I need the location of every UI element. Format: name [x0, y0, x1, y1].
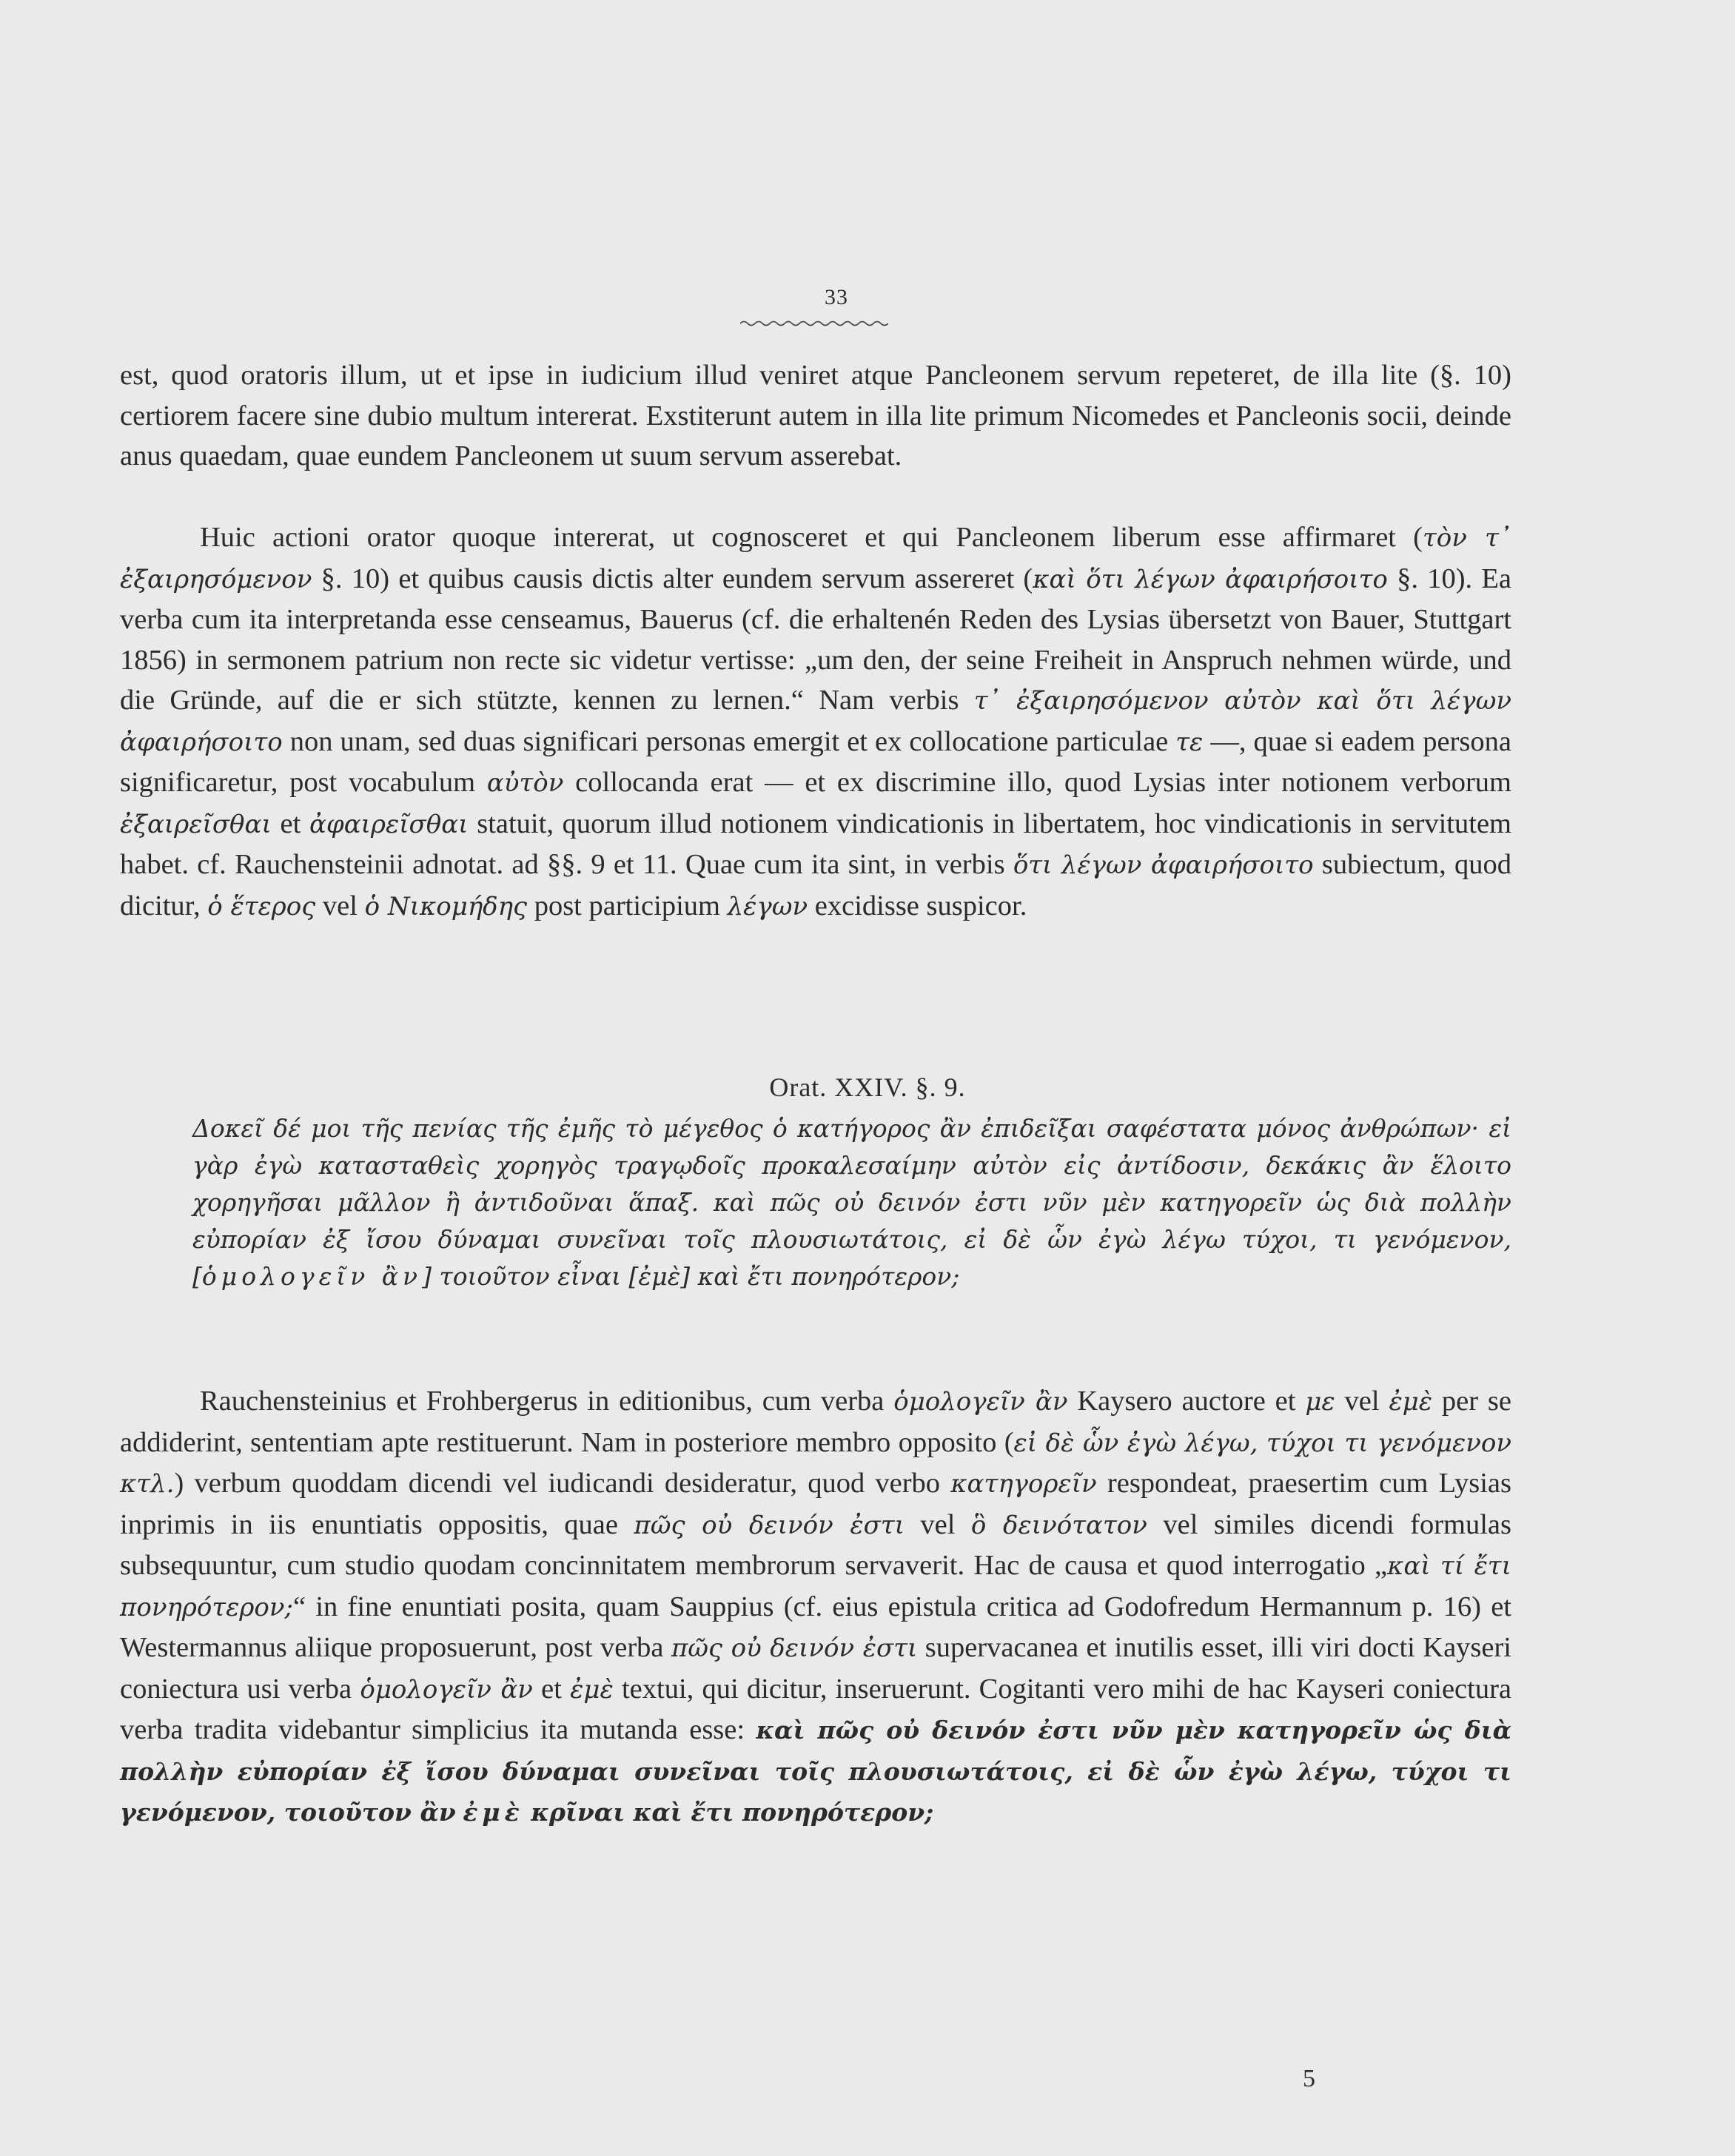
greek-phrase: ἀφαιρεῖσθαι [309, 809, 469, 839]
greek-phrase: εἰ δὲ ὧν ἐγὼ λέγω, τύχοι τι γενόμενον κτλ. [120, 1428, 1511, 1499]
section-heading: Orat. XXIV. §. 9. [769, 1072, 966, 1102]
greek-phrase: ἐμὲ [1389, 1387, 1433, 1417]
greek-phrase: τε [1175, 727, 1204, 757]
greek-phrase: ὁμολογεῖν ἂν [893, 1387, 1068, 1417]
greek-phrase: ὁμολογεῖν ἂν [360, 1674, 533, 1705]
page-number: 33 [825, 285, 848, 309]
greek-quotation: Δοκεῖ δέ μοι τῆς πενίας τῆς ἐμῆς τὸ μέγεθος ὁ κατήγορος ἂν ἐπιδεῖξαι σαφέστατα μόνος ἀνθρώπων· εἰ γὰρ ἐγὼ κατασταθεὶς χορηγὸς τραγῳδοῖς προκαλεσαίμην αὐτὸν εἰς ἀντίδοσιν, δεκάκις ἂν ἕλοιτο χορηγῆσαι μᾶλλον ἢ ἀντιδοῦναι ἅπαξ. καὶ πῶς οὐ δεινόν ἐστι νῦν μὲν κατηγορεῖν ὡς διὰ πολλὴν εὐπορίαν ἐξ ἴσου δύναμαι συνεῖναι τοῖς πλουσιωτάτοις, εἰ δὲ ὧν ἐγὼ λέγω τύχοι, τι γενόμενον, [ὁμολογεῖν ἂν] τοιοῦτον εἶναι [ἐμὲ] καὶ ἔτι πονηρότερον; [192, 1114, 1511, 1291]
greek-emendation: καὶ πῶς οὐ δεινόν ἐστι νῦν μὲν κατηγορεῖν ὡς διὰ πολλὴν εὐπορίαν ἐξ ἴσου δύναμαι συνεῖναι τοῖς πλουσιωτάτοις, εἰ δὲ ὧν ἐγὼ λέγω, τύχοι τι γενόμενον, τοιοῦτον ἂν [120, 1716, 1511, 1827]
greek-phrase: ὅτι λέγων ἀφαιρήσοιτο [1013, 850, 1314, 880]
greek-phrase: αὐτὸν [486, 768, 564, 798]
greek-phrase: ἐμὲ [570, 1674, 614, 1705]
greek-phrase: λέγων [727, 891, 808, 921]
paragraph-2 [120, 517, 1511, 927]
greek-phrase: ὁ ἕτερος [207, 891, 316, 921]
greek-emendation-end: κρῖναι καὶ ἔτι πονηρότερον; [531, 1798, 934, 1827]
paragraph-1-text: est, quod oratoris illum, ut et ipse in iudicium illud veniret atque Pancleonem servum repeteret, de illa lite (§. 10) certiorem facere sine dubio multum intererat. Exstiterunt autem in illa lite primum Nicomedes et Pancleonis socii, deinde anus quaedam, quae eundem Pancleonem ut suum servum asserebat. [120, 360, 1511, 471]
sheet-signature-number: 5 [1303, 2065, 1315, 2092]
paragraph-1 [120, 355, 1511, 477]
greek-phrase: πῶς οὐ δεινόν ἐστι [671, 1633, 918, 1663]
greek-phrase: πῶς οὐ δεινόν ἐστι [634, 1510, 905, 1540]
greek-phrase: καὶ ὅτι λέγων ἀφαιρήσοιτο [1033, 564, 1388, 594]
greek-phrase: καὶ τί ἔτι πονηρότερον; [120, 1551, 1512, 1622]
greek-phrase: ὃ δεινότατον [970, 1510, 1147, 1540]
greek-phrase: τὸν τ᾽ ἐξαιρησόμενον [120, 523, 1511, 594]
paragraph-2-text: Huic actioni orator quoque intererat, ut cognosceret et qui Pancleonem liberum esse affirmaret (τὸν τ᾽ ἐξαιρησόμενον §. 10) et quibus causis dictis alter eundem servum assereret (καὶ ὅτι λέγων ἀφαιρήσοιτο §. 10). Ea verba cum ita interpretanda esse censeamus, Bauerus (cf. die erhaltenén Reden des Lysias übersetzt von Bauer, Stuttgart 1856) in sermonem patrium non recte sic videtur vertisse: „um den, der seine Freiheit in Anspruch nehmen würde, und die Gründe, auf die er sich stützte, kennen zu lernen.“ Nam verbis τ᾽ ἐξαιρησόμενον αὐτὸν καὶ ὅτι λέγων ἀφαιρήσοιτο non unam, sed duas significari personas emergit et ex collocatione particulae τε —, quae si eadem persona significaretur, post vocabulum αὐτὸν collocanda erat — et ex discrimine illo, quod Lysias inter notionem verborum ἐξαιρεῖσθαι et ἀφαιρεῖσθαι statuit, quorum illud notionem vindicationis in libertatem, hoc vindicationis in servitutem habet. cf. Rauchensteinii adnotat. ad §§. 9 et 11. Quae cum ita sint, in verbis ὅτι λέγων ἀφαιρήσοιτο subiectum, quod dicitur, ὁ ἕτερος vel ὁ Νικομήδης post participium λέγων excidisse suspicor. [120, 522, 1511, 921]
paragraph-3 [120, 1381, 1511, 1833]
greek-phrase: κατηγορεῖν [950, 1469, 1097, 1499]
page-number-rule [740, 320, 888, 327]
greek-phrase: τ᾽ ἐξαιρησόμενον αὐτὸν καὶ ὅτι λέγων ἀφαιρήσοιτο [120, 686, 1511, 757]
paragraph-3-text: Rauchensteinius et Frohbergerus in editionibus, cum verba ὁμολογεῖν ἂν Kaysero auctore et με vel ἐμὲ per se addiderint, sententiam apte restituerunt. Nam in posteriore membro opposito (εἰ δὲ ὧν ἐγὼ λέγω, τύχοι τι γενόμενον κτλ.) verbum quoddam dicendi vel iudicandi desideratur, quod verbo κατηγορεῖν respondeat, praesertim cum Lysias inprimis in iis enuntiatis oppositis, quae πῶς οὐ δεινόν ἐστι vel ὃ δεινότατον vel similes dicendi formulas subsequuntur, cum studio quodam concinnitatem membrorum servaverit. Hac de causa et quod interrogatio „καὶ τί ἔτι πονηρότερον;“ in fine enuntiati posita, quam Sauppius (cf. eius epistula critica ad Godofredum Hermannum p. 16) et Westermannus aliique proposuerunt, post verba πῶς οὐ δεινόν ἐστι supervacanea et inutilis esset, illi viri docti Kayseri coniectura usi verba ὁμολογεῖν ἂν et ἐμὲ textui, qui dicitur, inseruerunt. Cogitanti vero mihi de hac Kayseri coniectura verba tradita videbantur simplicius ita mutanda esse: καὶ πῶς οὐ δεινόν ἐστι νῦν μὲν κατηγορεῖν ὡς διὰ πολλὴν εὐπορίαν ἐξ ἴσου δύναμαι συνεῖναι τοῖς πλουσιωτάτοις, εἰ δὲ ὧν ἐγὼ λέγω, τύχοι τι γενόμενον, τοιοῦτον ἂν ἐμὲ κρῖναι καὶ ἔτι πονηρότερον; [120, 1386, 1512, 1827]
greek-phrase: ἐξαιρεῖσθαι [120, 809, 272, 839]
greek-emendation-spaced: ἐμὲ [463, 1798, 524, 1827]
greek-phrase: ὁ Νικομήδης [364, 891, 528, 921]
greek-phrase: με [1305, 1387, 1335, 1417]
